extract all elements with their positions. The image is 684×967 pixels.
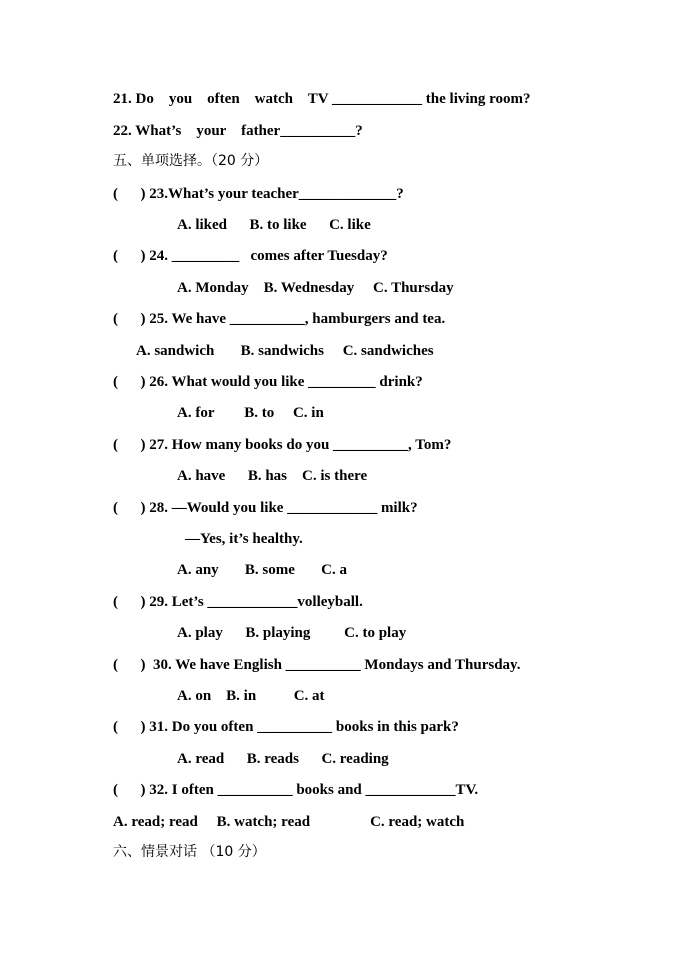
question-28-options: A. any B. some C. a <box>177 562 348 578</box>
question-26-options: A. for B. to C. in <box>177 405 324 421</box>
question-21: 21. Do you often watch TV ____________ the living room? <box>113 91 531 107</box>
question-32-options: A. read; read B. watch; read C. read; watch <box>113 814 465 830</box>
question-30: ( ) 30. We have English __________ Mondays and Thursday. <box>113 657 521 673</box>
question-31: ( ) 31. Do you often __________ books in this park? <box>113 719 459 735</box>
question-28: ( ) 28. —Would you like ____________ milk? <box>113 500 418 516</box>
section-five-heading: 五、单项选择。（20 分） <box>113 153 269 169</box>
question-27: ( ) 27. How many books do you __________, Tom? <box>113 437 452 453</box>
question-26: ( ) 26. What would you like _________ drink? <box>113 374 423 390</box>
section-six-heading: 六、情景对话 （10 分） <box>113 844 266 860</box>
question-29: ( ) 29. Let’s ____________volleyball. <box>113 594 363 610</box>
question-23: ( ) 23.What’s your teacher_____________? <box>113 186 404 202</box>
question-32: ( ) 32. I often __________ books and ____________TV. <box>113 782 479 798</box>
question-31-options: A. read B. reads C. reading <box>177 751 389 767</box>
question-25-options: A. sandwich B. sandwichs C. sandwiches <box>136 343 434 359</box>
question-25: ( ) 25. We have __________, hamburgers and tea. <box>113 311 446 327</box>
question-29-options: A. play B. playing C. to play <box>177 625 407 641</box>
question-24-options: A. Monday B. Wednesday C. Thursday <box>177 280 454 296</box>
question-27-options: A. have B. has C. is there <box>177 468 368 484</box>
question-23-options: A. liked B. to like C. like <box>177 217 371 233</box>
question-24: ( ) 24. _________ comes after Tuesday? <box>113 248 388 264</box>
question-30-options: A. on B. in C. at <box>177 688 325 704</box>
question-22: 22. What’s your father__________? <box>113 123 363 139</box>
question-28-reply: —Yes, it’s healthy. <box>185 531 303 547</box>
